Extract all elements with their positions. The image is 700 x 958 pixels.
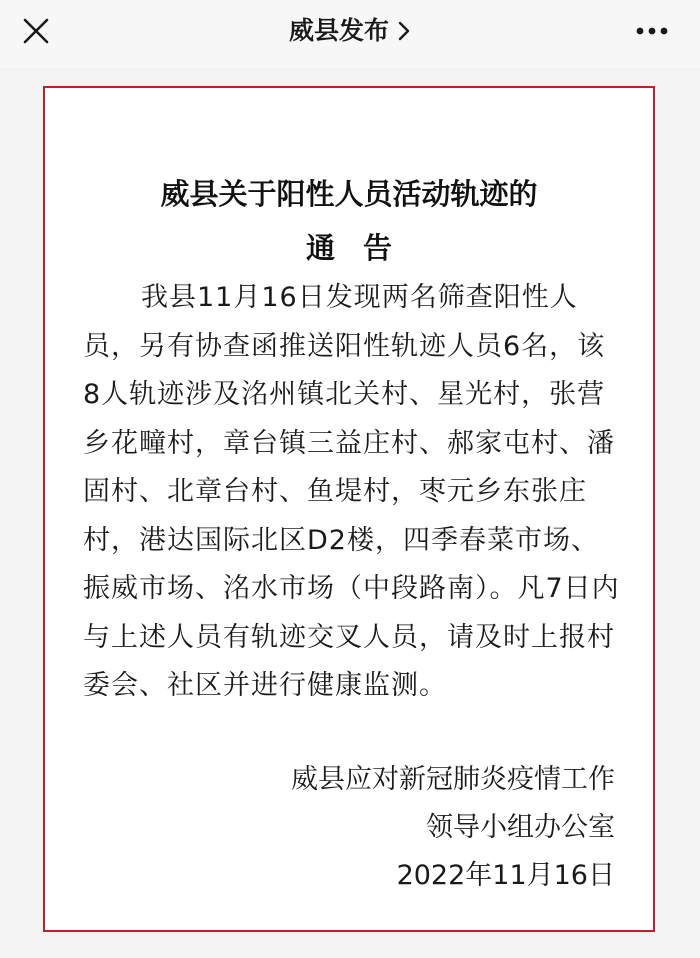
signature-organization-line1: 威县应对新冠肺炎疫情工作 <box>291 764 615 795</box>
notice-body-text: 我县11月16日发现两名筛查阳性人员，另有协查函推送阳性轨迹人员6名，该8人轨迹涉及洺州镇北关村、星光村，张营乡花疃村，章台镇三益庄村、郝家屯村、潘固村、北章台村、鱼堤村，枣元乡东张庄村，港达国际北区D2楼，四季春菜市场、振威市场、洺水市场（中段路南）。凡7日内与上述人员有轨迹交叉人员，请及时上报村委会、社区并进行健康监测。 <box>83 282 620 701</box>
notice-date: 2022年11月16日 <box>396 860 615 891</box>
signature-organization-line2: 领导小组办公室 <box>426 812 615 843</box>
notice-heading: 通告 <box>305 231 420 265</box>
chevron-right-icon <box>397 16 411 50</box>
notice-body <box>83 274 623 711</box>
account-name: 威县发布 <box>288 16 389 45</box>
notice-image <box>43 86 655 932</box>
account-title-button[interactable] <box>0 14 700 50</box>
more-dots-icon <box>632 18 672 44</box>
notice-title: 威县关于阳性人员活动轨迹的 <box>160 177 538 211</box>
more-options-button[interactable] <box>632 18 672 44</box>
top-navigation-bar <box>0 0 700 68</box>
